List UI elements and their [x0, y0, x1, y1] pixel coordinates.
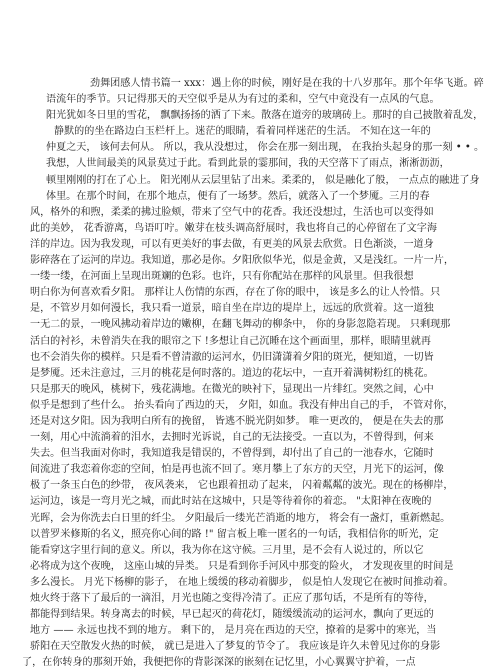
document-line: 体里。在那个时间，在那个地点，便有了一场梦。然后，就落入了一个梦魇。三月的春 — [46, 190, 430, 202]
document-line: 一缕一缕，在河面上呈现出斑斓的色彩。也许，只有你配站在那样的风景里。但我很想 — [30, 271, 414, 283]
document-line: 也不会消失你的模样。只是看不曾清澈的运河水，仍旧潇潇着夕阳的斑光，便知道，一切皆 — [30, 351, 434, 363]
document-line: 能看穿这字里行间的意义。所以，我为你在这守候。三月里，是不会有人说过的，所以它 — [30, 544, 424, 556]
document-line: 我想，人世间最美的风景莫过于此。看到此景的霎那间，我的天空落下了雨点，淅淅沥沥， — [46, 158, 450, 170]
document-line: 必将成为这个夜晚， 这座山城的异类。 只是看到你手河风中那变的险火， 才发现夜里的时间是 — [30, 560, 454, 572]
document-line: 了，在你转身的那刻开始，我便把你的背影深深的嵌刻在记忆里，小心翼翼守护着，一点 — [22, 657, 416, 669]
document-line: 极了一条玉白色的纱带， 夜风袭来， 它也跟着扭动了起来， 闪着粼粼的波光。现在的杨柳岸， — [30, 480, 454, 492]
document-line: 骄阳在天空散发火热的时候， 就已是进入了梦复的节令了。 我应该是许久未曾见过你的身影 — [30, 641, 441, 653]
document-line: 影碎落在了运河的岸边。我知道，那必是你。夕阳欣似华光，似是金黄，又是浅红。一片一片， — [30, 255, 454, 267]
document-line: 运河边，该是一弯月光之城，而此时站在这城中，只是等待着你的着恋。 "太阳神在夜晚的 — [30, 496, 432, 508]
document-line: 一无二的景，一晚风拂动着岸边的嫩柳，在翻飞舞动的柳条中， 你的身影忽隐若现。 只剩现那 — [30, 319, 451, 331]
document-line: 语流年的季节。只记得那天的天空似乎是从为有过的柔和，空气中竟没有一点风的气息。 — [46, 94, 440, 106]
document-line: 顿里刚刚的打在了心上。 阳光刚从云层里钻了出来。柔柔的， 似是融化了般， 一点点的融进了身 — [46, 174, 480, 186]
document-line: 劲舞团感人情书篇一 xxx：遇上你的时候，刚好是在我的十八岁那年。那个年华飞逝。碎 — [90, 78, 484, 89]
document-line: 还是对这夕阳。因为我明白所有的挽留， 皆逃不脱光阴如梦。 唯一更改的， 便是在失去的那 — [30, 415, 444, 427]
document-line: 间流进了我恋着你恋的空间，怕是再也流不回了。寒月攀上了东方的天空，月光下的运河，像 — [30, 464, 444, 476]
document-line: 多么漫长。 月光下杨柳的影子， 在地上缓缓的移动着脚步， 似是怕人发现它在被时间推动着。 — [30, 576, 454, 588]
document-line: 一刻，用心中流淌着的泪水，去拥时光诉说，自己的无法接受。一直以为，不曾得到，何来 — [30, 432, 434, 444]
document-line: 此的美妙， 花香游离，鸟语叮咛。嫩芽在枝头调高舒展时，我也将自己的心停留在了文字海 — [30, 222, 437, 234]
document-line: 光晖，会为你洗去白日里的纤尘。 夕阳最后一缕光芒消逝的地方， 将会有一盏灯，重新燃起。 — [30, 512, 451, 524]
document-line: 静默的的坐在路边白玉栏杆上。迷茫的眼睛，看着同样迷茫的生活。 不知在这一年的 — [54, 126, 431, 138]
document-line: 失去。但当我面对你时，我知道我是错误的，不曾得到，却付出了自己的一池春水，它随时 — [30, 448, 434, 460]
document-line: 似乎是想到了些什么。 抬头看向了西边的天， 夕阳，如血。我没有伸出自己的手， 不管对你， — [30, 399, 454, 411]
document-line: 风，格外的和煦，柔柔的拂过脸颊，带来了空气中的花香。我还没想过，生活也可以变得如 — [30, 206, 434, 218]
document-line: 都能得到结果。转身离去的时候，早已起灭的荷花灯，随缓缓流动的运河水，飘向了更远的 — [30, 609, 434, 621]
document-line: 活白的衬衫，未曾消失在我的眼帘之下 !多想让自己沉睡在这个画面里，那样，眼睛里就再 — [30, 335, 431, 347]
document-line: 是梦魇。还未注意过，三月的桃花是何时落的。道边的花坛中，一直开着满树粉红的桃花。 — [30, 367, 434, 379]
document-line: 以普罗米修斯的名义，照亮你心间的路 !" 留言板上唯一匿名的一句话，我相信你的昕光，定 — [30, 528, 439, 540]
document-line: 明白你为何喜欢看夕阳。 那样让人伤情的东西，存在了你的眼中， 该是多么的让人怜惜。只 — [30, 287, 441, 299]
document-line: 只是那天的晚风，桃树下，残花满地。在微光的映衬下，显现出一片绯红。突然之间，心中 — [30, 383, 434, 395]
document-line: 阳光犹如冬日里的雪花， 飘飘扬扬的洒了下来。散落在道旁的玻璃砖上。那时的自己披散着乱发， — [46, 110, 484, 122]
document-line: 洋的岸边。因为我发现，可以有更美好的事去做，有更美的风景去欣赏。日色渐淡，一道身 — [30, 238, 434, 250]
document-line: 仲夏之天， 该何去何从。 所以，我从没想过， 你会在那一刻出现， 在我抬头起身的那一刻 • • 。 — [46, 142, 485, 154]
document-line: 是，不管岁月如何漫长，我只看一道景，暗自坐在岸边的堤岸上，远远的欣赏着。这一道独 — [30, 303, 434, 315]
document-line: 烛火终于落下了最后的一滴泪，月光也随之变得冷清了。正应了那句话，不是所有的等待， — [30, 593, 434, 604]
document-line: 地方 —— 永远也找不到的地方。 剩下的， 是月亮在西边的天空，撩着的是雾中的寒光，当 — [30, 625, 437, 637]
